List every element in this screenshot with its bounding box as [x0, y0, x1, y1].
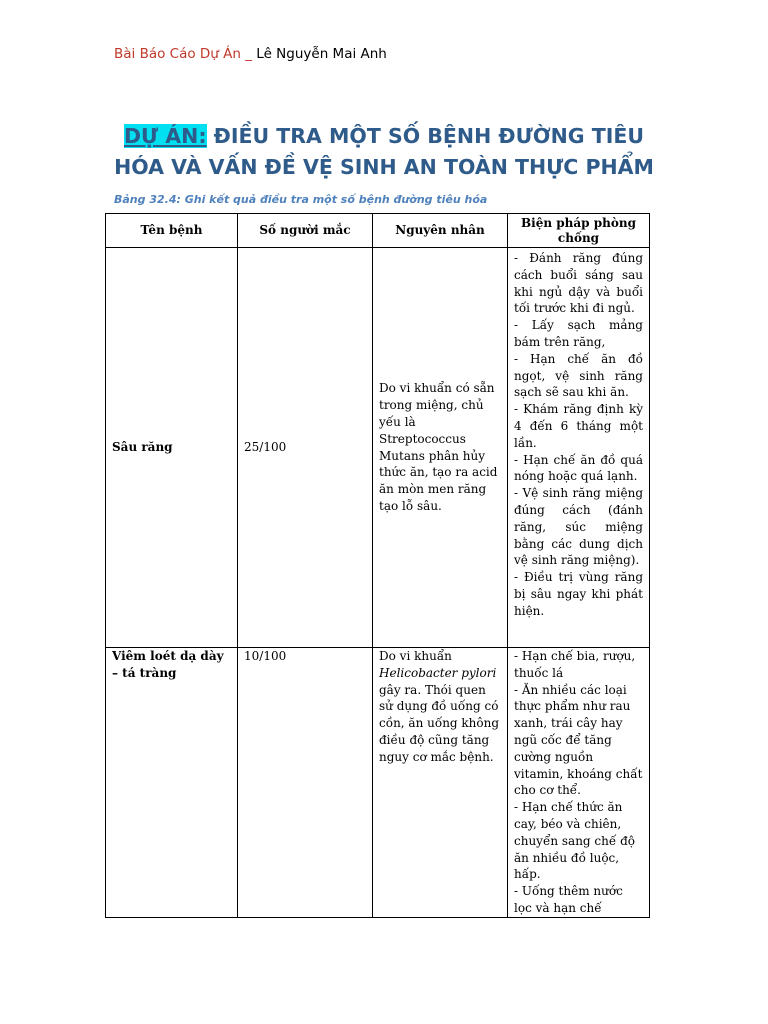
cause-suffix: gây ra. Thói quen sử dụng đồ uống có cồn, ăn uống không điều độ cũng tăng nguy cơ mắc bệnh.	[379, 682, 500, 764]
prevention-item: - Đánh răng đúng cách buổi sáng sau khi ngủ dậy và buổi tối trước khi đi ngủ.	[514, 251, 643, 316]
prevention-item: - Điều trị vùng răng bị sâu ngay khi phát hiện.	[514, 570, 643, 618]
prevention-item: - Hạn chế ăn đồ quá nóng hoặc quá lạnh.	[514, 452, 643, 484]
prevention-item: - Hạn chế thức ăn cay, béo và chiên, chuyển sang chế độ ăn nhiều đồ luộc, hấp.	[514, 800, 635, 882]
case-count: 25/100	[238, 248, 373, 648]
cause-prefix: Do vi khuẩn	[379, 649, 452, 663]
table-caption: Bảng 32.4: Ghi kết quả điều tra một số bệnh đường tiêu hóa	[114, 193, 488, 206]
disease-cause: Do vi khuẩn có sẵn trong miệng, chủ yếu là Streptococcus Mutans phân hủy thức ăn, tạo ra acid ăn mòn men răng tạo lỗ sâu.	[373, 248, 508, 648]
prevention-item: - Hạn chế ăn đồ ngọt, vệ sinh răng sạch sẽ sau khi ăn.	[514, 351, 643, 400]
header-prevention: Biện pháp phòng chống	[508, 214, 650, 248]
title-prefix: DỰ ÁN:	[124, 124, 207, 148]
prevention-item: - Lấy sạch mảng bám trên răng,	[514, 318, 643, 349]
header-author: Lê Nguyễn Mai Anh	[256, 46, 387, 62]
header-cause: Nguyên nhân	[373, 214, 508, 248]
disease-name: Sâu răng	[106, 248, 238, 648]
prevention-item: - Khám răng định kỳ 4 đến 6 tháng một lần.	[514, 402, 643, 450]
prevention-item: - Uống thêm nước lọc và hạn chế	[514, 884, 623, 915]
table-row	[106, 648, 650, 918]
document-title	[100, 121, 668, 183]
case-count: 10/100	[238, 648, 373, 918]
results-table	[105, 213, 650, 918]
prevention-item: - Ăn nhiều các loại thực phẩm như rau xanh, trái cây hay ngũ cốc để tăng cường nguồn vitamin, khoáng chất cho cơ thể.	[514, 682, 643, 798]
bacteria-name: Helicobacter pylori	[379, 665, 497, 680]
header-project: Bài Báo Cáo Dự Án	[114, 46, 241, 62]
title-text: ĐIỀU TRA MỘT SỐ BỆNH ĐƯỜNG TIÊU HÓA VÀ VẤN ĐỀ VỆ SINH AN TOÀN THỰC PHẨM	[114, 124, 654, 179]
prevention-item: - Vệ sinh răng miệng đúng cách (đánh răng, súc miệng bằng các dung dịch vệ sinh răng miệng).	[514, 486, 643, 568]
table-row	[106, 248, 650, 648]
header-case-count: Số người mắc	[238, 214, 373, 248]
header-separator: _	[240, 46, 257, 62]
page-header	[114, 46, 387, 62]
header-disease-name: Tên bệnh	[106, 214, 238, 248]
disease-name: Viêm loét dạ dày – tá tràng	[106, 648, 238, 918]
prevention-cell	[508, 248, 650, 648]
prevention-cell	[508, 648, 650, 918]
table-header-row	[106, 214, 650, 248]
prevention-item: - Hạn chế bia, rượu, thuốc lá	[514, 649, 636, 680]
disease-cause	[373, 648, 508, 918]
